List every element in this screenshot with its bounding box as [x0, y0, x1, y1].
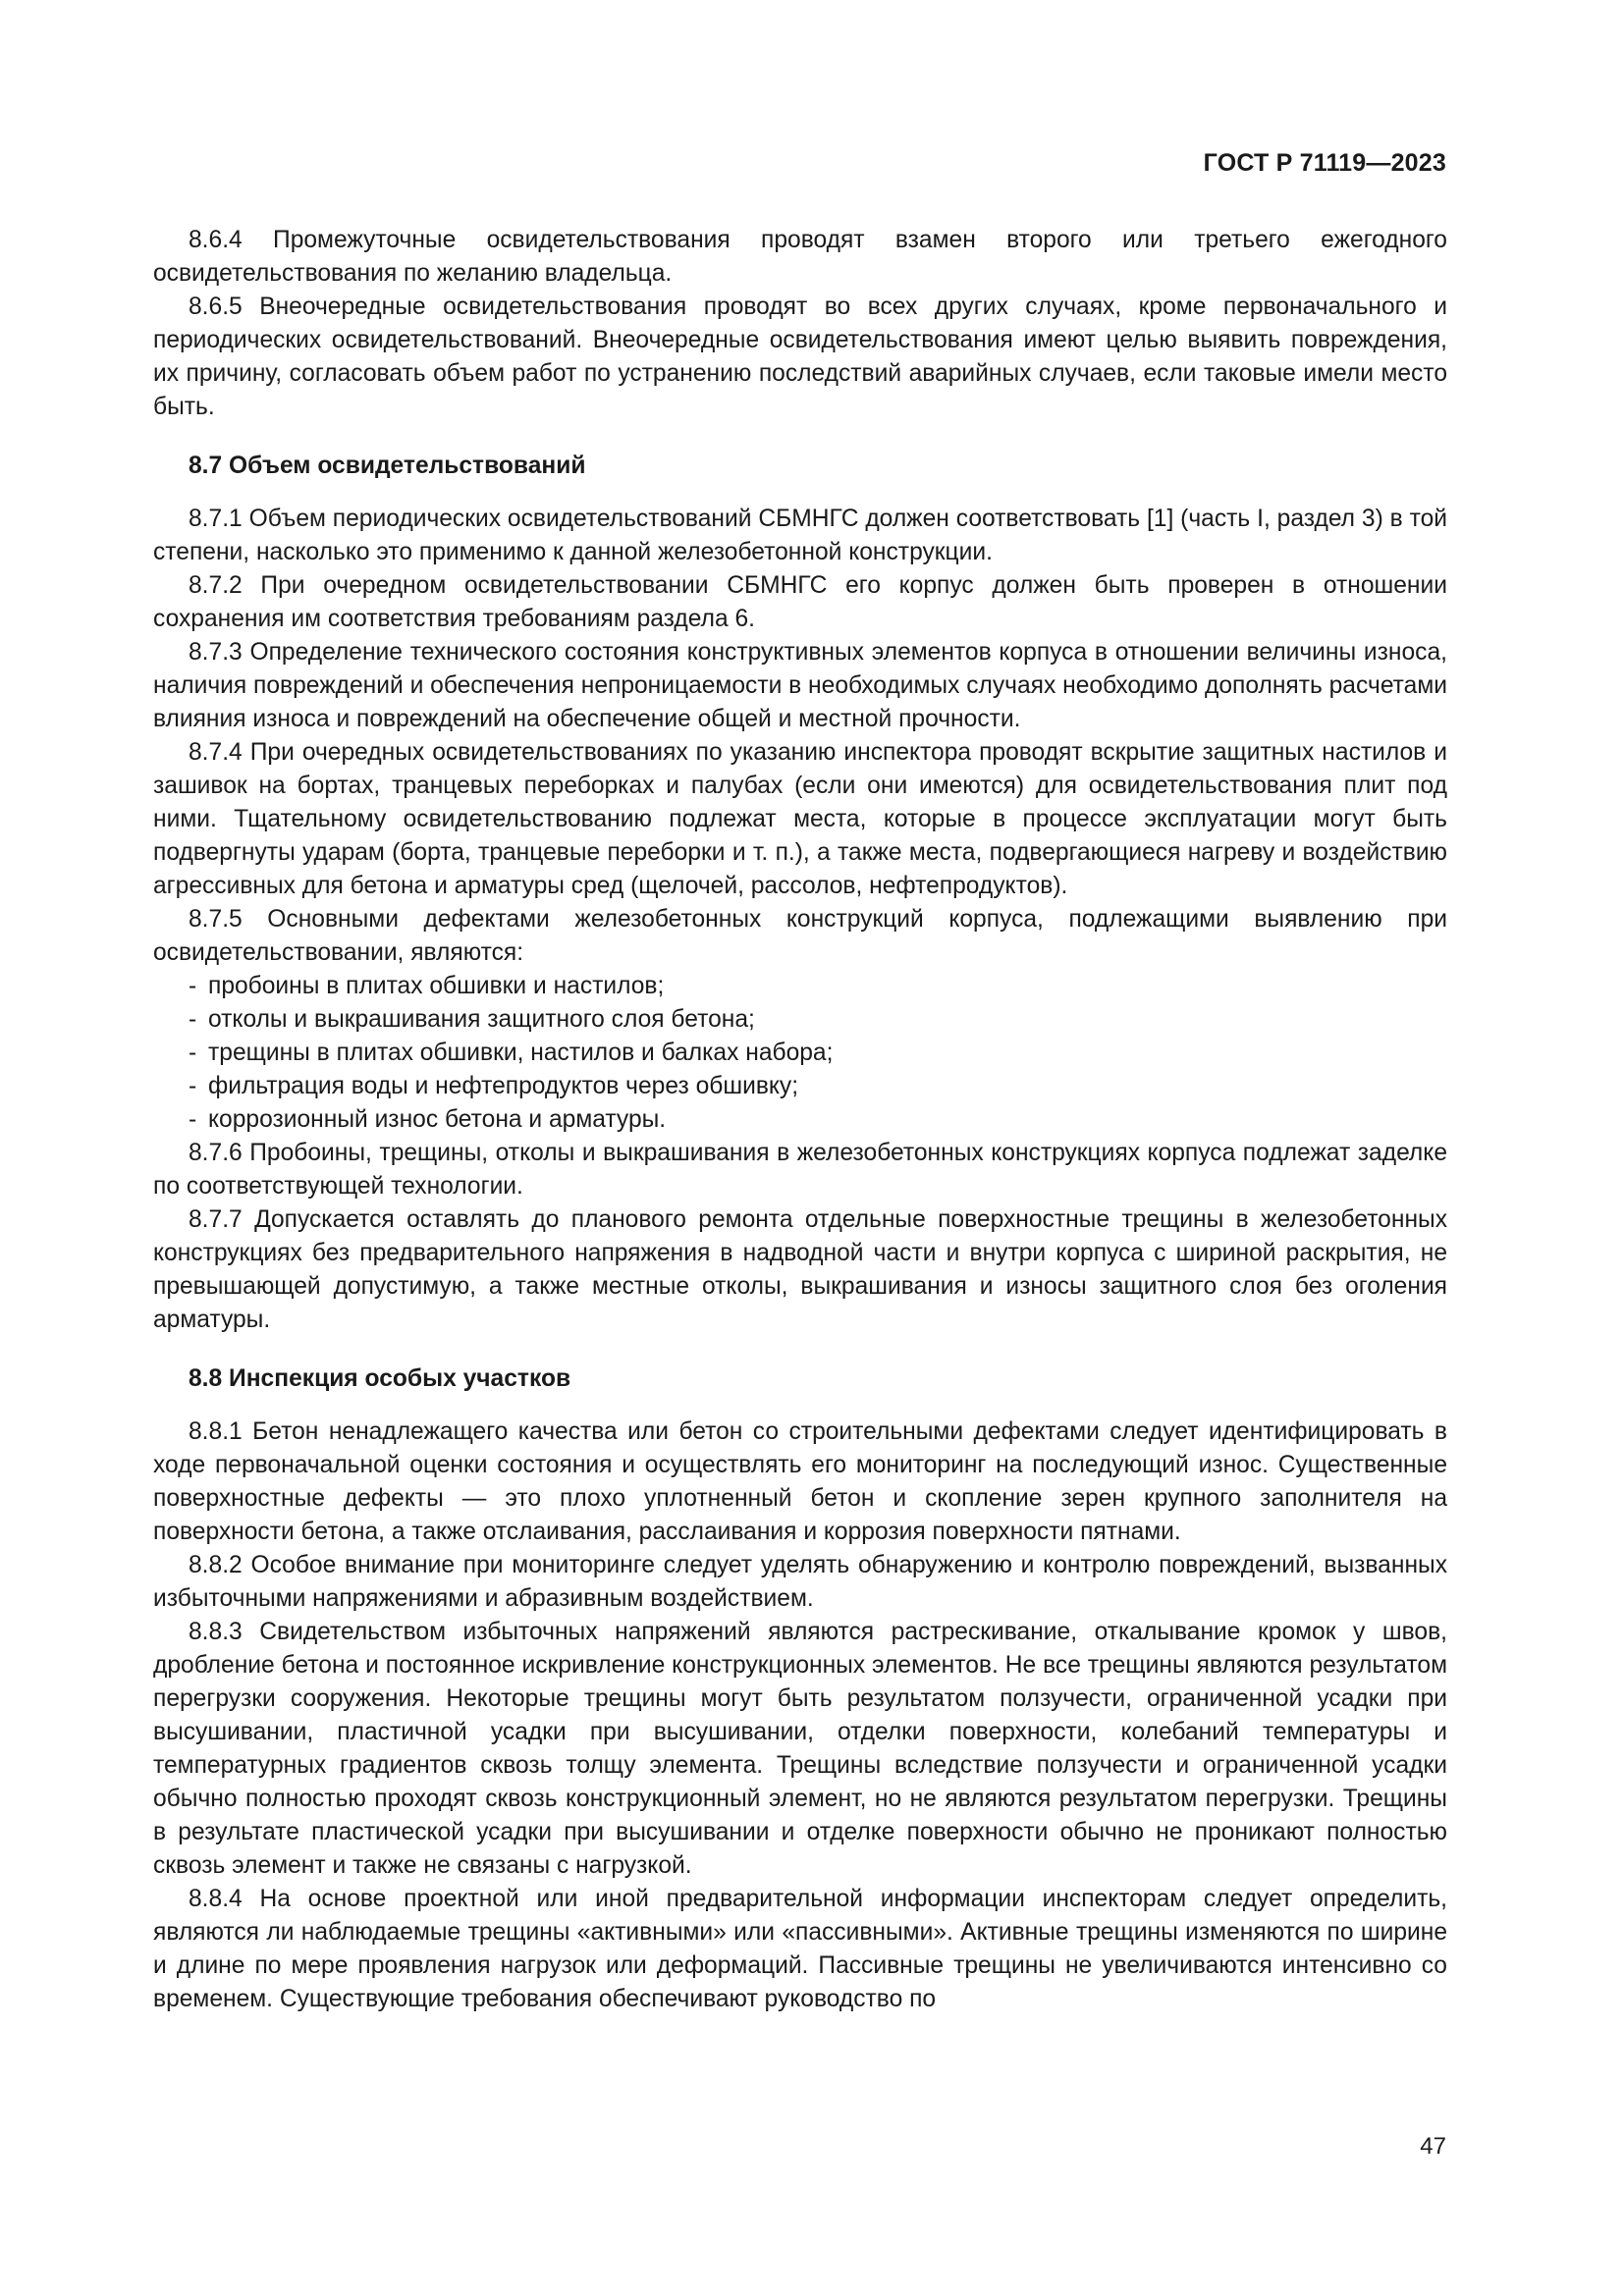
- page-number: 47: [1420, 2133, 1446, 2160]
- list-dash: -: [189, 1106, 197, 1133]
- list-dash: -: [189, 1040, 197, 1066]
- list-dash: -: [189, 1073, 197, 1099]
- list-item: [153, 1037, 1447, 1070]
- paragraph-8-6-4: 8.6.4 Промежуточные освидетельствования проводят взамен второго или третьего ежегодного освидетельствования по желанию владельца.: [153, 227, 1447, 287]
- paragraph-8-8-2: 8.8.2 Особое внимание при мониторинге следует уделять обнаружению и контролю повреждений, вызванных избыточными напряжениями и абразивным воздействием.: [153, 1552, 1447, 1612]
- paragraph-8-7-4: 8.7.4 При очередных освидетельствованиях по указанию инспектора проводят вскрытие защитных настилов и зашивок на бортах, транцевых переборках и палубах (если они имеются) для освидетельствования плит под ними. Тщательному освидетельствованию подлежат места, которые в процессе эксплуатации могут быть подвергнуты ударам (борта, транцевые переборки и т. п.), а также места, подвергающиеся нагреву и воздействию агрессивных для бетона и арматуры сред (щелочей, рассолов, нефтепродуктов).: [153, 739, 1447, 899]
- document-id-header: ГОСТ Р 71119—2023: [1203, 149, 1446, 177]
- paragraph-8-8-4: 8.8.4 На основе проектной или иной предварительной информации инспекторам следует определить, являются ли наблюдаемые трещины «активными» или «пассивными». Активные трещины изменяются по ширине и длине по мере проявления нагрузок или деформаций. Пассивные трещины не увеличиваются интенсивно со временем. Существующие требования обеспечивают руководство по: [153, 1886, 1447, 2012]
- list-item-text: пробоины в плитах обшивки и настилов;: [208, 973, 665, 999]
- paragraph-8-8-1: 8.8.1 Бетон ненадлежащего качества или бетон со строительными дефектами следует идентифицировать в ходе первоначальной оценки состояния и осуществлять его мониторинг на последующий износ. Существенные поверхностные дефекты — это плохо уплотненный бетон и скопление зерен крупного заполнителя на поверхности бетона, а также отслаивания, расслаивания и коррозия поверхности пятнами.: [153, 1418, 1447, 1545]
- section-heading-8-7: 8.7 Объем освидетельствований: [189, 453, 586, 479]
- paragraph-8-7-3: 8.7.3 Определение технического состояния конструктивных элементов корпуса в отношении величины износа, наличия повреждений и обеспечения непроницаемости в необходимых случаях необходимо дополнять расчетами влияния износа и повреждений на обеспечение общей и местной прочности.: [153, 639, 1447, 732]
- list-item-text: отколы и выкрашивания защитного слоя бетона;: [208, 1006, 755, 1033]
- list-item: [153, 970, 1447, 1003]
- list-item-text: коррозионный износ бетона и арматуры.: [208, 1106, 667, 1133]
- list-item: [153, 1003, 1447, 1037]
- page-content: [153, 224, 1447, 2016]
- list-item-text: фильтрация воды и нефтепродуктов через обшивку;: [208, 1073, 799, 1099]
- section-heading-8-8: 8.8 Инспекция особых участков: [189, 1365, 571, 1392]
- paragraph-8-7-6: 8.7.6 Пробоины, трещины, отколы и выкрашивания в железобетонных конструкциях корпуса подлежат заделке по соответствующей технологии.: [153, 1140, 1447, 1200]
- list-dash: -: [189, 1006, 197, 1033]
- paragraph-8-7-7: 8.7.7 Допускается оставлять до планового ремонта отдельные поверхностные трещины в железобетонных конструкциях без предварительного напряжения в надводной части и внутри корпуса с шириной раскрытия, не превышающей допустимую, а также местные отколы, выкрашивания и износы защитного слоя без оголения арматуры.: [153, 1206, 1447, 1333]
- paragraph-8-7-1: 8.7.1 Объем периодических освидетельствований СБМНГС должен соответствовать [1] (часть I, раздел 3) в той степени, насколько это применимо к данной железобетонной конструкции.: [153, 506, 1447, 565]
- list-item-text: трещины в плитах обшивки, настилов и балках набора;: [208, 1040, 834, 1066]
- paragraph-8-7-5: 8.7.5 Основными дефектами железобетонных конструкций корпуса, подлежащими выявлению при освидетельствовании, являются:: [153, 906, 1447, 966]
- paragraph-8-6-5: 8.6.5 Внеочередные освидетельствования проводят во всех других случаях, кроме первоначального и периодических освидетельствований. Внеочередные освидетельствования имеют целью выявить повреждения, их причину, согласовать объем работ по устранению последствий аварийных случаев, если таковые имели место быть.: [153, 294, 1447, 420]
- paragraph-8-8-3: 8.8.3 Свидетельством избыточных напряжений являются растрескивание, откалывание кромок у швов, дробление бетона и постоянное искривление конструкционных элементов. Не все трещины являются результатом перегрузки сооружения. Некоторые трещины могут быть результатом ползучести, ограниченной усадки при высушивании, пластичной усадки при высушивании, отделки поверхности, колебаний температуры и температурных градиентов сквозь толщу элемента. Трещины вследствие ползучести и ограниченной усадки обычно полностью проходят сквозь конструкционный элемент, но не являются результатом перегрузки. Трещины в результате пластической усадки при высушивании и отделке поверхности обычно не проникают полностью сквозь элемент и также не связаны с нагрузкой.: [153, 1619, 1447, 1879]
- list-dash: -: [189, 973, 197, 999]
- list-item: [153, 1070, 1447, 1103]
- paragraph-8-7-2: 8.7.2 При очередном освидетельствовании СБМНГС его корпус должен быть проверен в отношении сохранения им соответствия требованиям раздела 6.: [153, 572, 1447, 632]
- list-item: [153, 1103, 1447, 1137]
